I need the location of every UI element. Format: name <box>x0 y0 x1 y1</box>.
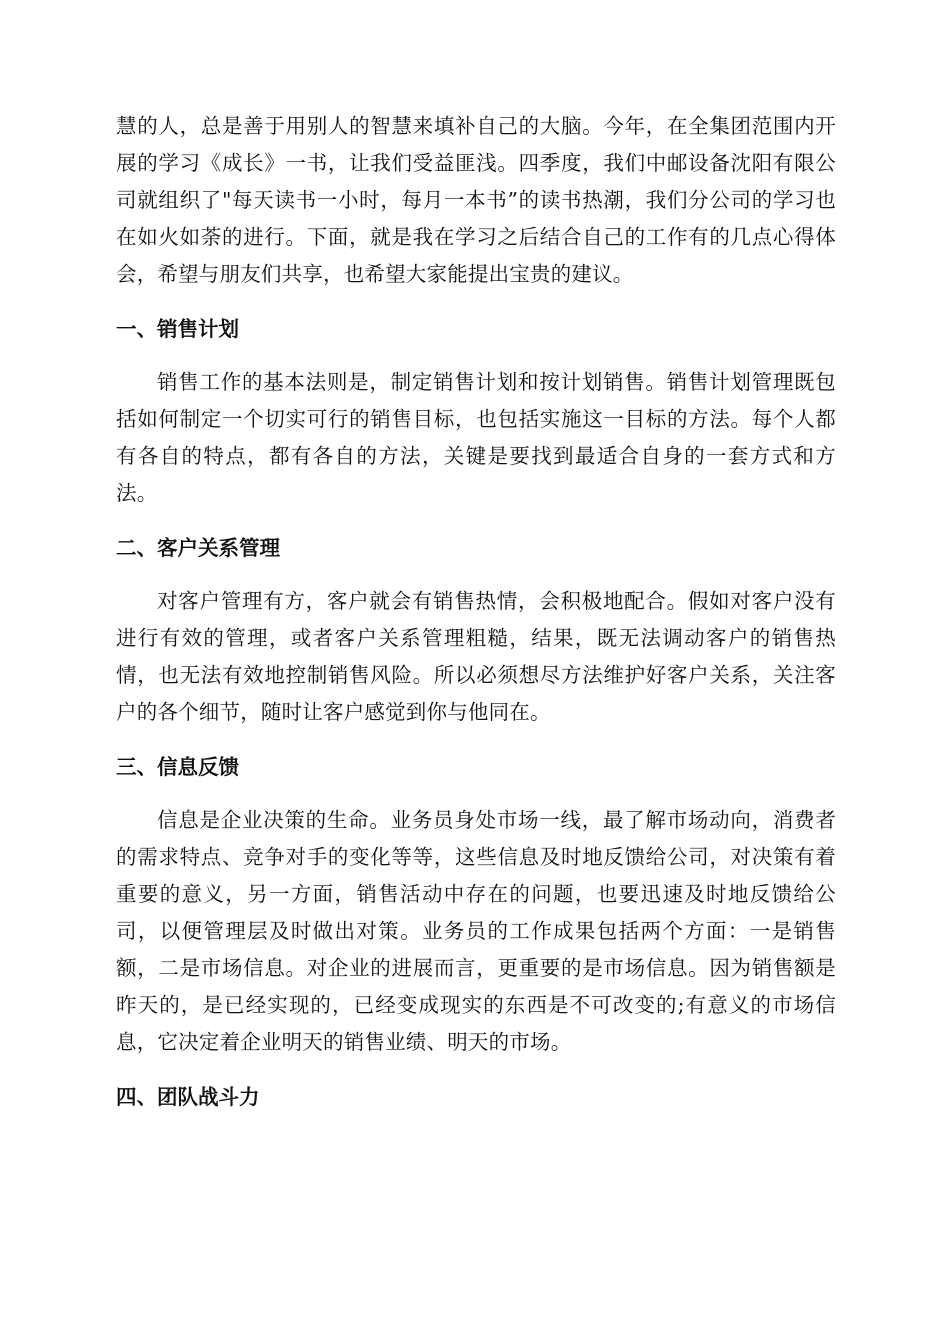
document-page <box>116 108 836 1116</box>
section-body-customer-relations: 对客户管理有方，客户就会有销售热情，会积极地配合。假如对客户没有进行有效的管理，或者客户关系管理粗糙，结果，既无法调动客户的销售热情，也无法有效地控制销售风险。所以必须想尽方法维护好客户关系，关注客户的各个细节，随时让客户感觉到你与他同在。 <box>116 589 836 724</box>
section-heading-sales-plan: 一、销售计划 <box>116 317 239 341</box>
section-heading-customer-relations: 二、客户关系管理 <box>116 536 280 560</box>
section-heading-team-strength: 四、团队战斗力 <box>116 1085 260 1109</box>
section-body-information-feedback: 信息是企业决策的生命。业务员身处市场一线，最了解市场动向，消费者的需求特点、竞争对手的变化等等，这些信息及时地反馈给公司，对决策有着重要的意义，另一方面，销售活动中存在的问题，也要迅速及时地反馈给公司，以便管理层及时做出对策。业务员的工作成果包括两个方面：一是销售额，二是市场信息。对企业的进展而言，更重要的是市场信息。因为销售额是昨天的，是已经实现的，已经变成现实的东西是不可改变的;有意义的市场信息，它决定着企业明天的销售业绩、明天的市场。 <box>116 808 836 1054</box>
intro-paragraph: 慧的人，总是善于用别人的智慧来填补自己的大脑。今年，在全集团范围内开展的学习《成长》一书，让我们受益匪浅。四季度，我们中邮设备沈阳有限公司就组织了"每天读书一小时，每月一本书”的读书热潮，我们分公司的学习也在如火如荼的进行。下面，就是我在学习之后结合自己的工作有的几点心得体会，希望与朋友们共享，也希望大家能提出宝贵的建议。 <box>116 114 836 286</box>
section-body-sales-plan: 销售工作的基本法则是，制定销售计划和按计划销售。销售计划管理既包括如何制定一个切实可行的销售目标，也包括实施这一目标的方法。每个人都有各自的特点，都有各自的方法，关键是要找到最适合自身的一套方式和方法。 <box>116 370 836 505</box>
section-heading-information-feedback: 三、信息反馈 <box>116 755 239 779</box>
